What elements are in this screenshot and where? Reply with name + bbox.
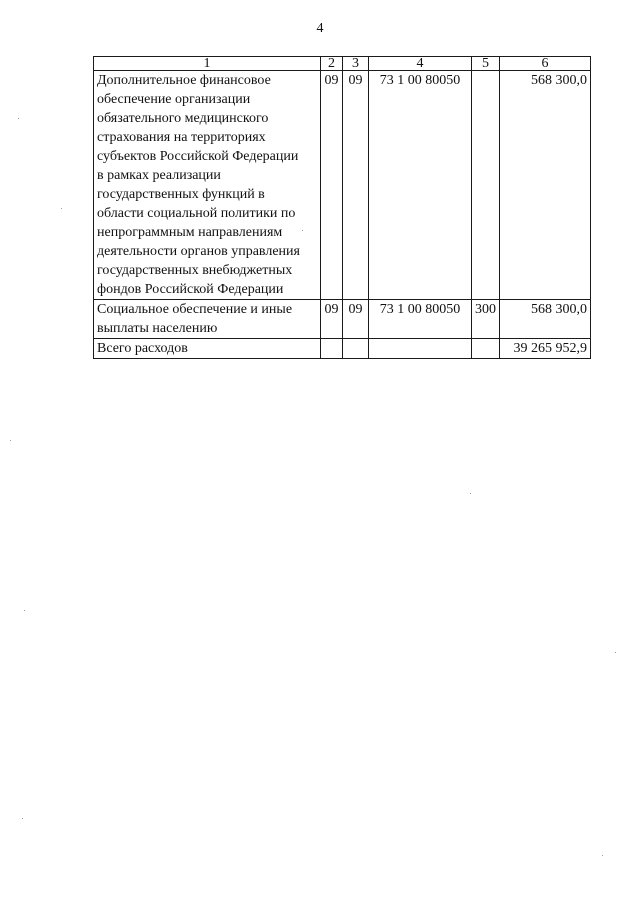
row-name-line: обеспечение организации bbox=[97, 92, 251, 107]
scan-speck bbox=[470, 493, 471, 494]
row-name-line: страхования на территориях bbox=[97, 130, 266, 145]
target-article-cell: 73 1 00 80050 bbox=[369, 300, 472, 339]
expenditure-table bbox=[93, 56, 591, 359]
table-row-total bbox=[94, 339, 591, 359]
column-header-4: 4 bbox=[369, 57, 472, 71]
page-number: 4 bbox=[316, 21, 324, 36]
table-row-additional-financing bbox=[94, 71, 591, 300]
row-name-line: выплаты населению bbox=[97, 321, 218, 336]
amount-cell: 568 300,0 bbox=[500, 300, 591, 339]
column-header-3: 3 bbox=[343, 57, 369, 71]
scan-speck bbox=[302, 230, 303, 231]
column-header-5: 5 bbox=[472, 57, 500, 71]
header-row bbox=[94, 57, 591, 71]
table-row-social-payments bbox=[94, 300, 591, 339]
subsection-code-cell: 09 bbox=[343, 300, 369, 339]
section-code-cell: 09 bbox=[321, 300, 343, 339]
target-article-cell bbox=[369, 339, 472, 359]
total-amount-cell: 39 265 952,9 bbox=[500, 339, 591, 359]
subsection-code-cell: 09 bbox=[343, 71, 369, 300]
scan-speck bbox=[24, 610, 25, 611]
row-name-cell bbox=[94, 300, 321, 339]
column-header-1: 1 bbox=[94, 57, 321, 71]
scan-speck bbox=[10, 440, 11, 441]
row-name-cell bbox=[94, 71, 321, 300]
amount-cell: 568 300,0 bbox=[500, 71, 591, 300]
row-name-line: в рамках реализации bbox=[97, 168, 221, 183]
scan-speck bbox=[602, 855, 603, 856]
column-header-6: 6 bbox=[500, 57, 591, 71]
row-name-line: непрограммным направлениям bbox=[97, 225, 283, 240]
row-name-cell bbox=[94, 339, 321, 359]
row-name-line: обязательного медицинского bbox=[97, 111, 269, 126]
row-name-line: Всего расходов bbox=[97, 341, 188, 356]
target-article-cell: 73 1 00 80050 bbox=[369, 71, 472, 300]
row-name-line: субъектов Российской Федерации bbox=[97, 149, 299, 164]
row-name-line: фондов Российской Федерации bbox=[97, 282, 284, 297]
subsection-code-cell bbox=[343, 339, 369, 359]
expense-type-cell bbox=[472, 339, 500, 359]
row-name-line: Социальное обеспечение и иные bbox=[97, 302, 293, 317]
expense-type-cell: 300 bbox=[472, 300, 500, 339]
column-header-2: 2 bbox=[321, 57, 343, 71]
row-name-line: государственных внебюджетных bbox=[97, 263, 293, 278]
row-name-line: деятельности органов управления bbox=[97, 244, 300, 259]
expense-type-cell bbox=[472, 71, 500, 300]
scan-speck bbox=[615, 652, 616, 653]
scan-speck bbox=[18, 118, 19, 119]
section-code-cell bbox=[321, 339, 343, 359]
row-name-line: государственных функций в bbox=[97, 187, 265, 202]
section-code-cell: 09 bbox=[321, 71, 343, 300]
row-name-line: области социальной политики по bbox=[97, 206, 296, 221]
row-name-line: Дополнительное финансовое bbox=[97, 73, 271, 88]
scan-speck bbox=[22, 818, 23, 819]
scan-speck bbox=[61, 208, 62, 209]
